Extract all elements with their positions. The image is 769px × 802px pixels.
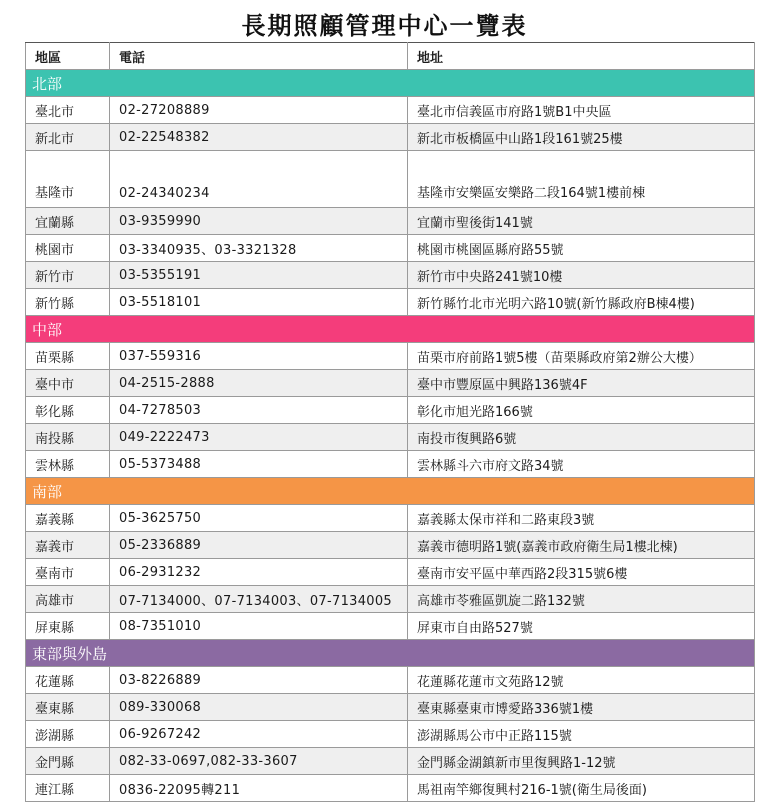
table-row xyxy=(26,532,755,559)
care-center-table xyxy=(25,42,755,802)
region-label: 南部 xyxy=(26,478,755,505)
address-cell: 屏東市自由路527號 xyxy=(408,613,755,640)
area-cell: 宜蘭縣 xyxy=(26,208,110,235)
area-cell: 金門縣 xyxy=(26,748,110,775)
area-cell: 桃園市 xyxy=(26,235,110,262)
table-row xyxy=(26,151,755,208)
phone-cell: 03-9359990 xyxy=(110,208,408,235)
phone-cell: 037-559316 xyxy=(110,343,408,370)
table-row xyxy=(26,235,755,262)
area-cell: 屏東縣 xyxy=(26,613,110,640)
address-cell: 新竹縣竹北市光明六路10號(新竹縣政府B棟4樓) xyxy=(408,289,755,316)
header-phone: 電話 xyxy=(110,43,408,70)
table-row xyxy=(26,97,755,124)
address-cell: 桃園市桃園區縣府路55號 xyxy=(408,235,755,262)
area-cell: 連江縣 xyxy=(26,775,110,802)
phone-cell: 05-5373488 xyxy=(110,451,408,478)
header-row xyxy=(26,43,755,70)
address-cell: 花蓮縣花蓮市文苑路12號 xyxy=(408,667,755,694)
area-cell: 新北市 xyxy=(26,124,110,151)
area-cell: 臺東縣 xyxy=(26,694,110,721)
address-cell: 苗栗市府前路1號5樓（苗栗縣政府第2辦公大樓） xyxy=(408,343,755,370)
phone-cell: 02-27208889 xyxy=(110,97,408,124)
region-label: 北部 xyxy=(26,70,755,97)
address-cell: 臺東縣臺東市博愛路336號1樓 xyxy=(408,694,755,721)
address-cell: 馬祖南竿鄉復興村216-1號(衛生局後面) xyxy=(408,775,755,802)
phone-cell: 06-2931232 xyxy=(110,559,408,586)
area-cell: 雲林縣 xyxy=(26,451,110,478)
address-cell: 新北市板橋區中山路1段161號25樓 xyxy=(408,124,755,151)
region-row-south xyxy=(26,478,755,505)
phone-cell: 02-24340234 xyxy=(110,151,408,208)
address-cell: 宜蘭市聖後街141號 xyxy=(408,208,755,235)
area-cell: 嘉義市 xyxy=(26,532,110,559)
phone-cell: 06-9267242 xyxy=(110,721,408,748)
region-label: 東部與外島 xyxy=(26,640,755,667)
phone-cell: 049-2222473 xyxy=(110,424,408,451)
table-row xyxy=(26,397,755,424)
page-title: 長期照顧管理中心一覽表 xyxy=(241,12,528,40)
area-cell: 苗栗縣 xyxy=(26,343,110,370)
table-row xyxy=(26,694,755,721)
area-cell: 澎湖縣 xyxy=(26,721,110,748)
table-body xyxy=(26,70,755,802)
table-row xyxy=(26,451,755,478)
area-cell: 花蓮縣 xyxy=(26,667,110,694)
table-row xyxy=(26,667,755,694)
phone-cell: 05-2336889 xyxy=(110,532,408,559)
phone-cell: 0836-22095轉211 xyxy=(110,775,408,802)
address-cell: 臺中市豐原區中興路136號4F xyxy=(408,370,755,397)
area-cell: 嘉義縣 xyxy=(26,505,110,532)
area-cell: 臺南市 xyxy=(26,559,110,586)
address-cell: 臺北市信義區市府路1號B1中央區 xyxy=(408,97,755,124)
table-row xyxy=(26,613,755,640)
area-cell: 臺北市 xyxy=(26,97,110,124)
address-cell: 金門縣金湖鎮新市里復興路1-12號 xyxy=(408,748,755,775)
phone-cell: 04-7278503 xyxy=(110,397,408,424)
table-row xyxy=(26,775,755,802)
region-row-north xyxy=(26,70,755,97)
phone-cell: 05-3625750 xyxy=(110,505,408,532)
table-row xyxy=(26,124,755,151)
address-cell: 澎湖縣馬公市中正路115號 xyxy=(408,721,755,748)
table-row xyxy=(26,289,755,316)
address-cell: 雲林縣斗六市府文路34號 xyxy=(408,451,755,478)
table-row xyxy=(26,586,755,613)
region-label: 中部 xyxy=(26,316,755,343)
phone-cell: 02-22548382 xyxy=(110,124,408,151)
table-row xyxy=(26,343,755,370)
table-row xyxy=(26,559,755,586)
phone-cell: 04-2515-2888 xyxy=(110,370,408,397)
address-cell: 臺南市安平區中華西路2段315號6樓 xyxy=(408,559,755,586)
phone-cell: 03-5355191 xyxy=(110,262,408,289)
table-row xyxy=(26,370,755,397)
table-row xyxy=(26,748,755,775)
area-cell: 高雄市 xyxy=(26,586,110,613)
table-row xyxy=(26,424,755,451)
address-cell: 彰化市旭光路166號 xyxy=(408,397,755,424)
phone-cell: 082-33-0697,082-33-3607 xyxy=(110,748,408,775)
phone-cell: 08-7351010 xyxy=(110,613,408,640)
phone-cell: 03-5518101 xyxy=(110,289,408,316)
region-row-central xyxy=(26,316,755,343)
area-cell: 基隆市 xyxy=(26,151,110,208)
address-cell: 新竹市中央路241號10樓 xyxy=(408,262,755,289)
region-row-east xyxy=(26,640,755,667)
table-row xyxy=(26,721,755,748)
address-cell: 嘉義市德明路1號(嘉義市政府衛生局1樓北棟) xyxy=(408,532,755,559)
area-cell: 新竹市 xyxy=(26,262,110,289)
area-cell: 彰化縣 xyxy=(26,397,110,424)
address-cell: 南投市復興路6號 xyxy=(408,424,755,451)
area-cell: 新竹縣 xyxy=(26,289,110,316)
table-row xyxy=(26,208,755,235)
address-cell: 嘉義縣太保市祥和二路東段3號 xyxy=(408,505,755,532)
area-cell: 南投縣 xyxy=(26,424,110,451)
phone-cell: 03-8226889 xyxy=(110,667,408,694)
address-cell: 基隆市安樂區安樂路二段164號1樓前棟 xyxy=(408,151,755,208)
header-area: 地區 xyxy=(26,43,110,70)
table-row xyxy=(26,505,755,532)
table-row xyxy=(26,262,755,289)
area-cell: 臺中市 xyxy=(26,370,110,397)
header-address: 地址 xyxy=(408,43,755,70)
phone-cell: 07-7134000、07-7134003、07-7134005 xyxy=(110,586,408,613)
address-cell: 高雄市苓雅區凱旋二路132號 xyxy=(408,586,755,613)
phone-cell: 089-330068 xyxy=(110,694,408,721)
phone-cell: 03-3340935、03-3321328 xyxy=(110,235,408,262)
